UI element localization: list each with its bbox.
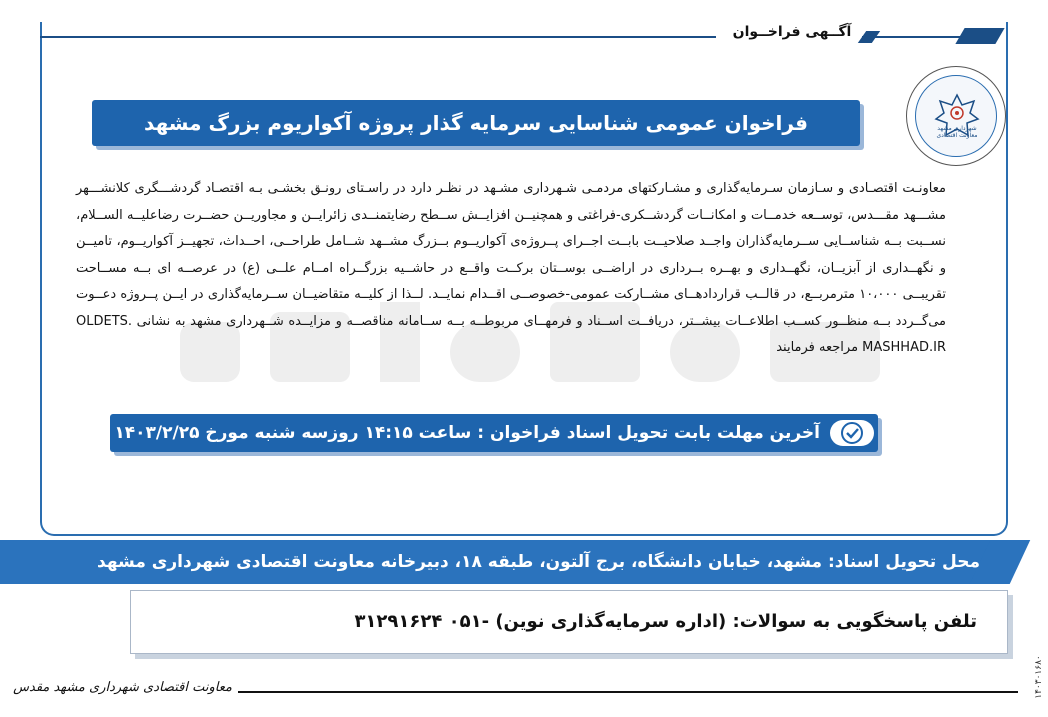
title-bar [92, 100, 860, 146]
deadline-text: آخرین مهلت بابت تحویل اسناد فراخوان : ساعت ۱۴:۱۵ روزسه شنبه مورخ ۱۴۰۳/۲/۲۵ [114, 423, 820, 443]
header-rule-left [40, 36, 716, 38]
check-circle-icon [830, 420, 874, 446]
page-title: فراخوان عمومی شناسایی سرمایه گذار پروژه آکواریوم بزرگ مشهد [144, 111, 808, 135]
footer-rule [238, 691, 1018, 693]
side-number [1032, 646, 1046, 712]
phone-text: تلفن پاسخگویی به سوالات: (اداره سرمایه‌گذاری نوین) -۰۵۱ ۳۱۲۹۱۶۲۴ [354, 611, 977, 632]
logo-inner [915, 75, 997, 157]
header-label: آگــهی فراخــوان [732, 24, 852, 40]
logo-text: شهرداری مشهد معاونت اقتصادی [936, 125, 978, 139]
municipality-logo-icon [906, 66, 1006, 166]
signature: معاونت اقتصادی شهرداری مشهد مقدس [13, 680, 232, 695]
deadline-bar [110, 414, 878, 452]
header-rule-right [862, 36, 962, 38]
address-text: محل تحویل اسناد: مشهد، خیابان دانشگاه، برج آلتون، طبقه ۱۸، دبیرخانه معاونت اقتصادی شهرداری مشهد [97, 552, 980, 572]
notice-body: معاونـت اقتصـادی و سـازمان سـرمایه‌گذاری و مشـارکتهای مردمـی شـهرداری مشـهد در نظـر دارد در راسـتای رونـق بخشـی بـه اقتصـاد گردشـــگری کلانشـــهر مشـــهد مقـــدس، توســعه خدمــات و امکانــات گردشــکری-فراغتی و همچنیــن افزایــش ســطح رضایتمنــدی زائرایــن و مجاوریــن حضــرت رضاعلیــه الســلام، نســبت بــه شناســایی ســرمایه‌گذاران واجــد صلاحیــت بابــت اجــرای پــروژه‌ی آکواریــوم بــزرگ مشــهد شــامل طراحــی، احــداث، تجهیــز آکواریــوم، تامیــن و نگهــداری از آبزیــان، نگهــداری و بهــره بــرداری در اراضــی بوســتان برکــت واقــع در حاشــیه بزرگــراه امــام علــی (ع) در عرصــه ای بــه مســاحت تقریبــی ۱۰،۰۰۰ مترمربــع، در قالــب قراردادهــای مشــارکت عمومی-خصوصــی اقــدام نمایــد. لــذا از کلیــه متقاضیــان ســرمایه‌گذاری در ایــن پــروژه دعــوت می‌گــردد بــه منظــور کســب اطلاعــات بیشــتر، دریافــت اســناد و فرمهــای مربوطــه بــه ســامانه مناقصــه و مزایــده شــهرداری مشهد به نشانی OLDETS. MASHHAD.IR مراجعه فرمایند [76, 181, 946, 355]
side-number-text: ۱۴۰۳۰۱۶۸۰ [1034, 655, 1044, 699]
address-bar [0, 540, 1000, 584]
phone-box [130, 590, 1008, 654]
